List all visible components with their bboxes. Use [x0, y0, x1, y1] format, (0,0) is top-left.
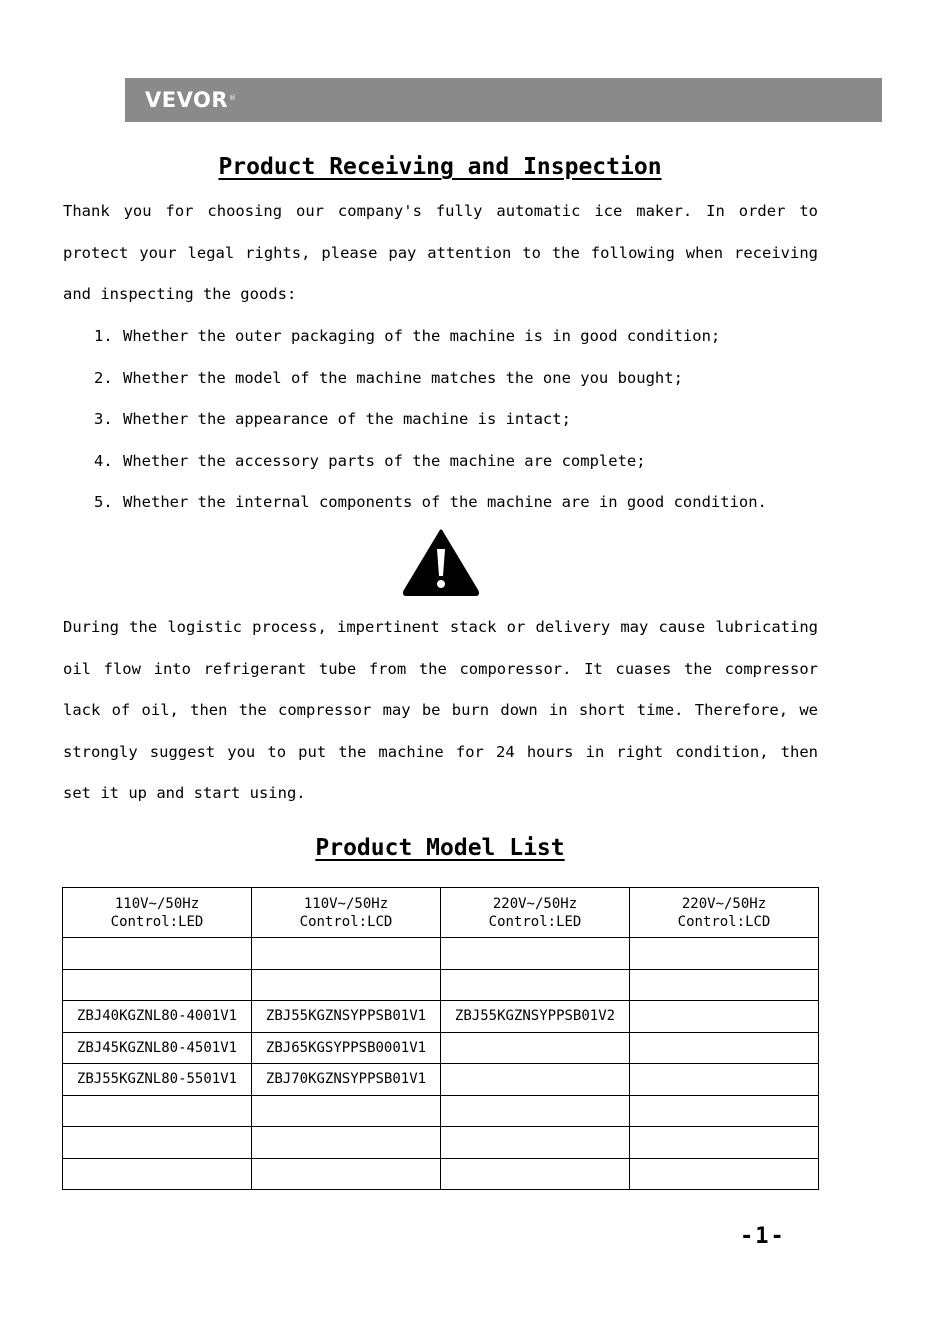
list-item-text: Whether the appearance of the machine is intact; [123, 410, 571, 429]
table-cell [252, 1127, 441, 1159]
list-item [94, 399, 767, 441]
list-item-number: 5. [94, 493, 113, 512]
column-control: Control:LCD [299, 913, 393, 930]
list-item-text: Whether the model of the machine matches the one you bought; [123, 368, 683, 387]
brand-logo [145, 88, 237, 112]
table-cell [252, 969, 441, 1001]
page-number: -1- [740, 1224, 786, 1249]
list-item [94, 441, 767, 483]
column-voltage: 110V~/50Hz [114, 895, 200, 912]
section-title-models: Product Model List [315, 835, 565, 861]
table-cell: ZBJ70KGZNSYPPSB01V1 [252, 1064, 441, 1096]
table-cell [441, 1032, 630, 1064]
table-cell [441, 938, 630, 970]
section-title-receiving: Product Receiving and Inspection [218, 154, 662, 180]
table-cell: ZBJ55KGZNSYPPSB01V1 [252, 1001, 441, 1033]
column-header [441, 888, 630, 938]
table-cell [630, 969, 819, 1001]
table-row [63, 1032, 819, 1064]
column-control: Control:LED [488, 913, 582, 930]
table-cell [63, 969, 252, 1001]
table-cell: ZBJ45KGZNL80-4501V1 [63, 1032, 252, 1064]
table-cell [441, 1127, 630, 1159]
table-cell [252, 938, 441, 970]
table-cell [441, 969, 630, 1001]
table-row [63, 1001, 819, 1033]
table-cell [252, 1095, 441, 1127]
column-header [63, 888, 252, 938]
table-cell [63, 1095, 252, 1127]
table-cell: ZBJ40KGZNL80-4001V1 [63, 1001, 252, 1033]
column-header [252, 888, 441, 938]
table-row [63, 1095, 819, 1127]
list-item-number: 3. [94, 410, 113, 429]
table-header-row [63, 888, 819, 938]
intro-paragraph: Thank you for choosing our company's fully automatic ice maker. In order to protect your legal rights, please pay attention to the following when receiving and inspecting the goods: [63, 202, 818, 304]
table-cell [63, 1158, 252, 1190]
list-item [94, 316, 767, 358]
model-table [62, 887, 819, 1190]
table-cell [441, 1158, 630, 1190]
column-header [630, 888, 819, 938]
table-cell: ZBJ65KGSYPPSB0001V1 [252, 1032, 441, 1064]
warning-paragraph: During the logistic process, impertinent stack or delivery may cause lubricating oil flow into refrigerant tube from the comporessor. It cuases the compressor lack of oil, then the compressor may be burn down in short time. Therefore, we strongly suggest you to put the machine for 24 hours in right condition, then set it up and start using. [63, 618, 818, 803]
list-item [94, 358, 767, 400]
table-cell [63, 938, 252, 970]
brand-name: VEVOR [145, 88, 229, 112]
table-row [63, 1158, 819, 1190]
table-cell [630, 1032, 819, 1064]
list-item [94, 482, 767, 524]
inspection-list [94, 316, 767, 524]
table-cell [441, 1064, 630, 1096]
trademark-symbol: ® [229, 94, 237, 102]
table-cell [630, 1001, 819, 1033]
table-cell [630, 1064, 819, 1096]
column-voltage: 220V~/50Hz [681, 895, 767, 912]
list-item-text: Whether the internal components of the machine are in good condition. [123, 493, 767, 512]
table-cell [630, 1158, 819, 1190]
table-cell [252, 1158, 441, 1190]
table-row [63, 1127, 819, 1159]
column-voltage: 110V~/50Hz [303, 895, 389, 912]
list-item-text: Whether the outer packaging of the machine is in good condition; [123, 327, 721, 345]
header-bar [125, 78, 882, 122]
column-control: Control:LED [110, 913, 204, 930]
column-control: Control:LCD [677, 913, 771, 930]
warning-triangle-icon [402, 528, 480, 596]
table-cell: ZBJ55KGZNL80-5501V1 [63, 1064, 252, 1096]
table-cell: ZBJ55KGZNSYPPSB01V2 [441, 1001, 630, 1033]
list-item-number: 4. [94, 451, 113, 470]
table-cell [630, 938, 819, 970]
table-row [63, 938, 819, 970]
list-item-number: 1. [94, 327, 113, 345]
column-voltage: 220V~/50Hz [492, 895, 578, 912]
list-item-number: 2. [94, 368, 113, 387]
table-cell [63, 1127, 252, 1159]
list-item-text: Whether the accessory parts of the machine are complete; [123, 451, 646, 470]
table-cell [441, 1095, 630, 1127]
table-cell [630, 1095, 819, 1127]
table-row [63, 1064, 819, 1096]
table-row [63, 969, 819, 1001]
table-cell [630, 1127, 819, 1159]
